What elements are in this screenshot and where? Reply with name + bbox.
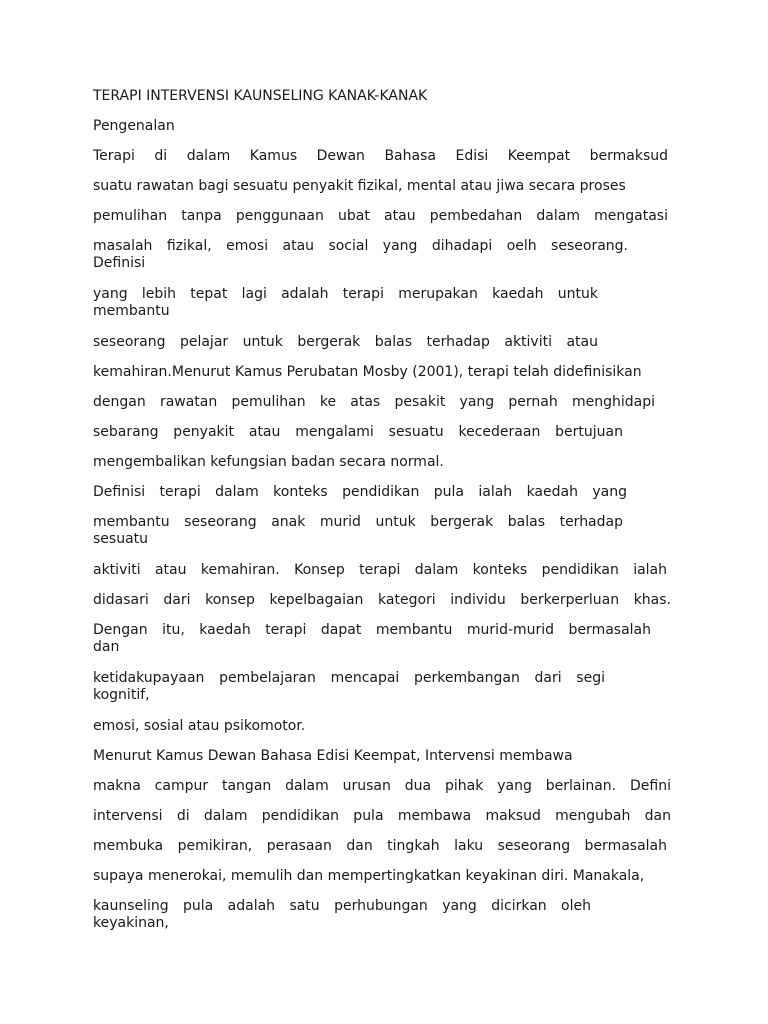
text-line: emosi, sosial atau psikomotor. <box>93 718 306 734</box>
text-line: kaunseling pula adalah satu perhubungan yang dicirkan oleh <box>93 898 591 914</box>
text-line: membantu seseorang anak murid untuk bergerak balas terhadap <box>93 514 623 530</box>
text-line: supaya menerokai, memulih dan mempertingkatkan keyakinan diri. Manakala, <box>93 868 645 884</box>
text-line: mengembalikan kefungsian badan secara normal. <box>93 454 444 470</box>
text-line: suatu rawatan bagi sesuatu penyakit fizikal, mental atau jiwa secara proses <box>93 178 626 194</box>
text-line-continuation: sesuatu <box>93 531 149 547</box>
text-line: Definisi terapi dalam konteks pendidikan pula ialah kaedah yang <box>93 484 627 500</box>
text-line: seseorang pelajar untuk bergerak balas terhadap aktiviti atau <box>93 334 598 350</box>
section-heading: Pengenalan <box>93 118 175 134</box>
text-line: Menurut Kamus Dewan Bahasa Edisi Keempat, Intervensi membawa <box>93 748 573 764</box>
text-line-continuation: Definisi <box>93 255 146 271</box>
text-line: ketidakupayaan pembelajaran mencapai perkembangan dari segi <box>93 670 605 686</box>
text-line: intervensi di dalam pendidikan pula membawa maksud mengubah dan <box>93 808 671 824</box>
text-line: Terapi di dalam Kamus Dewan Bahasa Edisi Keempat bermaksud <box>93 148 668 164</box>
text-line: aktiviti atau kemahiran. Konsep terapi dalam konteks pendidikan ialah <box>93 562 667 578</box>
text-line: makna campur tangan dalam urusan dua pihak yang berlainan. Defini <box>93 778 671 794</box>
text-line: pemulihan tanpa penggunaan ubat atau pembedahan dalam mengatasi <box>93 208 668 224</box>
text-line: sebarang penyakit atau mengalami sesuatu kecederaan bertujuan <box>93 424 623 440</box>
text-line: kemahiran.Menurut Kamus Perubatan Mosby (2001), terapi telah didefinisikan <box>93 364 642 380</box>
document-title: TERAPI INTERVENSI KAUNSELING KANAK-KANAK <box>93 88 428 104</box>
text-line-continuation: keyakinan, <box>93 915 169 931</box>
text-line: yang lebih tepat lagi adalah terapi merupakan kaedah untuk <box>93 286 598 302</box>
text-line-continuation: kognitif, <box>93 687 150 703</box>
text-line: didasari dari konsep kepelbagaian kategori individu berkerperluan khas. <box>93 592 671 608</box>
text-line: Dengan itu, kaedah terapi dapat membantu murid-murid bermasalah <box>93 622 651 638</box>
text-line-continuation: dan <box>93 639 120 655</box>
text-line: membuka pemikiran, perasaan dan tingkah laku seseorang bermasalah <box>93 838 667 854</box>
text-line: dengan rawatan pemulihan ke atas pesakit yang pernah menghidapi <box>93 394 655 410</box>
text-line-continuation: membantu <box>93 303 170 319</box>
text-line: masalah fizikal, emosi atau social yang dihadapi oelh seseorang. <box>93 238 628 254</box>
